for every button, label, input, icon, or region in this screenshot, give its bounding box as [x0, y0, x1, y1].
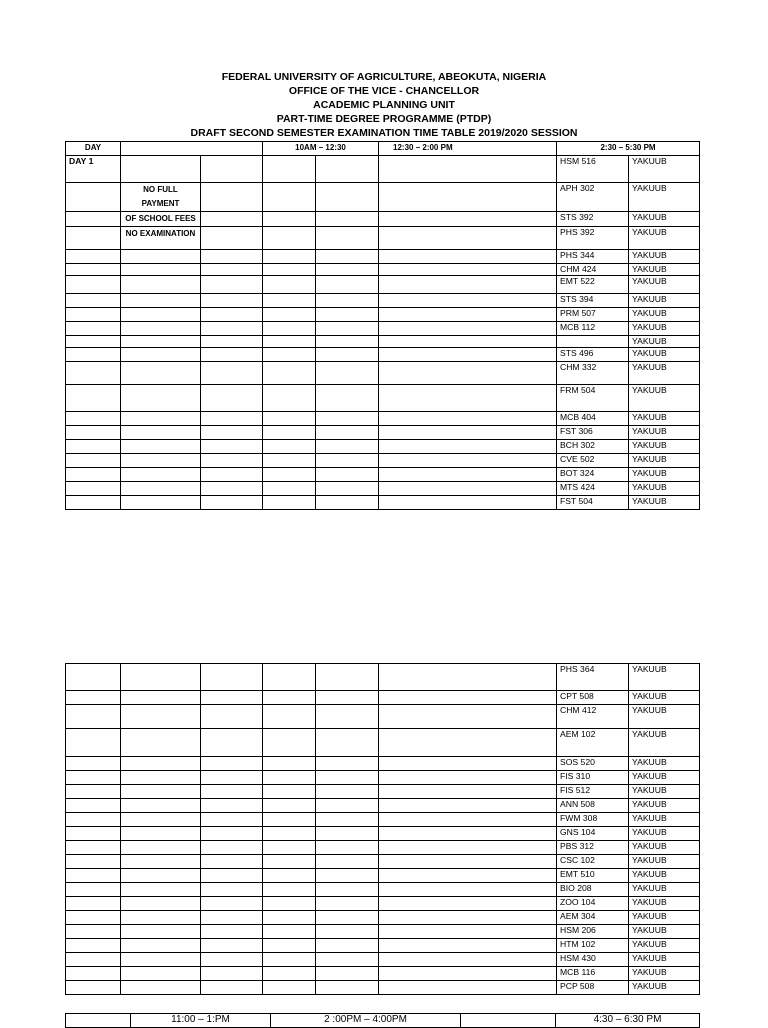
table-row: [66, 348, 700, 362]
course-code-cell: FWM 308: [557, 813, 629, 827]
note-school-fees: OF SCHOOL FEES: [121, 212, 201, 227]
table-row: [66, 308, 700, 322]
course-code-cell: STS 394: [557, 294, 629, 308]
table-row: [66, 757, 700, 771]
table-row: [66, 276, 700, 294]
table-row: [66, 385, 700, 412]
table-row: [66, 967, 700, 981]
course-code-cell: AEM 304: [557, 911, 629, 925]
table-header-row: [66, 142, 700, 156]
lecturer-cell: YAKUUB: [629, 827, 700, 841]
table-row: [66, 183, 700, 212]
lecturer-cell: YAKUUB: [629, 348, 700, 362]
course-code-cell: CHM 332: [557, 362, 629, 385]
lecturer-cell: YAKUUB: [629, 276, 700, 294]
course-code-cell: MCB 404: [557, 412, 629, 426]
table-row: [66, 468, 700, 482]
course-code-cell: FIS 310: [557, 771, 629, 785]
lecturer-cell: YAKUUB: [629, 308, 700, 322]
course-code-cell: BIO 208: [557, 883, 629, 897]
lecturer-cell: YAKUUB: [629, 454, 700, 468]
lecturer-cell: YAKUUB: [629, 785, 700, 799]
lecturer-cell: YAKUUB: [629, 691, 700, 705]
table-row: [66, 264, 700, 276]
course-code-cell: PHS 344: [557, 250, 629, 264]
course-code-cell: HSM 516: [557, 156, 629, 183]
course-code-cell: EMT 522: [557, 276, 629, 294]
lecturer-cell: YAKUUB: [629, 729, 700, 757]
course-code-cell: HTM 102: [557, 939, 629, 953]
programme-title: PART-TIME DEGREE PROGRAMME (PTDP): [276, 113, 492, 125]
day-label: DAY 1: [66, 156, 121, 183]
course-code-cell: ANN 508: [557, 799, 629, 813]
lecturer-cell: YAKUUB: [629, 911, 700, 925]
table-row: [66, 883, 700, 897]
lecturer-cell: YAKUUB: [629, 771, 700, 785]
table-row: [66, 981, 700, 995]
lecturer-cell: YAKUUB: [629, 294, 700, 308]
lecturer-cell: YAKUUB: [629, 362, 700, 385]
day-column-header: DAY: [66, 142, 121, 156]
slot2-column-header: 12:30 – 2:00 PM: [379, 142, 557, 156]
table-row: [66, 897, 700, 911]
table-row: [66, 496, 700, 510]
slot3-column-header: 2:30 – 5:30 PM: [557, 142, 700, 156]
course-code-cell: PHS 364: [557, 664, 629, 691]
table-row: [66, 454, 700, 468]
table-row: [66, 426, 700, 440]
table-row: [66, 440, 700, 454]
table-row: [66, 841, 700, 855]
course-code-cell: EMT 510: [557, 869, 629, 883]
table-row: [66, 705, 700, 729]
timetable-table-2: [65, 663, 700, 995]
table-row: [66, 939, 700, 953]
course-code-cell: CVE 502: [557, 454, 629, 468]
course-code-cell: MCB 116: [557, 967, 629, 981]
lecturer-cell: YAKUUB: [629, 322, 700, 336]
course-code-cell: PHS 392: [557, 227, 629, 250]
lecturer-cell: YAKUUB: [629, 412, 700, 426]
lecturer-cell: YAKUUB: [629, 468, 700, 482]
course-code-cell: FST 306: [557, 426, 629, 440]
lecturer-cell: YAKUUB: [629, 664, 700, 691]
course-code-cell: CPT 508: [557, 691, 629, 705]
table-row: [66, 925, 700, 939]
table-row: [66, 869, 700, 883]
lecturer-cell: YAKUUB: [629, 385, 700, 412]
table-row: [66, 771, 700, 785]
table-row: [66, 250, 700, 264]
table-row: [66, 799, 700, 813]
lecturer-cell: YAKUUB: [629, 336, 700, 348]
slot2-header: 2 :00PM – 4:00PM: [271, 1014, 461, 1028]
slot1-header: 11:00 – 1:PM: [131, 1014, 271, 1028]
table-row: [66, 156, 700, 183]
lecturer-cell: YAKUUB: [629, 496, 700, 510]
lecturer-cell: YAKUUB: [629, 156, 700, 183]
table-row: [66, 412, 700, 426]
course-code-cell: PBS 312: [557, 841, 629, 855]
course-code-cell: FIS 512: [557, 785, 629, 799]
course-code-cell: HSM 430: [557, 953, 629, 967]
table-row: [66, 362, 700, 385]
timetable-table-1: [65, 141, 700, 510]
course-code-cell: CSC 102: [557, 855, 629, 869]
lecturer-cell: YAKUUB: [629, 953, 700, 967]
table-row: [66, 664, 700, 691]
course-code-cell: STS 392: [557, 212, 629, 227]
table-row: [66, 911, 700, 925]
course-code-cell: ZOO 104: [557, 897, 629, 911]
course-code-cell: PRM 507: [557, 308, 629, 322]
table-row: [66, 813, 700, 827]
course-code-cell: FST 504: [557, 496, 629, 510]
table-row: [66, 729, 700, 757]
lecturer-cell: YAKUUB: [629, 939, 700, 953]
table-row: [66, 482, 700, 496]
course-code-cell: STS 496: [557, 348, 629, 362]
course-code-cell: CHM 412: [557, 705, 629, 729]
lecturer-cell: YAKUUB: [629, 212, 700, 227]
lecturer-cell: YAKUUB: [629, 883, 700, 897]
lecturer-cell: YAKUUB: [629, 440, 700, 454]
lecturer-cell: YAKUUB: [629, 855, 700, 869]
document-header: [0, 70, 768, 140]
lecturer-cell: YAKUUB: [629, 183, 700, 212]
table-row: [66, 294, 700, 308]
lecturer-cell: YAKUUB: [629, 482, 700, 496]
course-code-cell: BCH 302: [557, 440, 629, 454]
note-no-examination: NO EXAMINATION: [121, 227, 201, 250]
lecturer-cell: YAKUUB: [629, 981, 700, 995]
table-row: [66, 227, 700, 250]
lecturer-cell: YAKUUB: [629, 264, 700, 276]
lecturer-cell: YAKUUB: [629, 897, 700, 911]
university-name: FEDERAL UNIVERSITY OF AGRICULTURE, ABEOKUTA, NIGERIA: [221, 71, 547, 83]
lecturer-cell: YAKUUB: [629, 813, 700, 827]
table-row: [66, 785, 700, 799]
table-row: [66, 336, 700, 348]
table3-header-row: [66, 1014, 700, 1028]
timetable-title: DRAFT SECOND SEMESTER EXAMINATION TIME TABLE 2019/2020 SESSION: [190, 127, 578, 139]
lecturer-cell: YAKUUB: [629, 841, 700, 855]
course-code-cell: MTS 424: [557, 482, 629, 496]
lecturer-cell: YAKUUB: [629, 799, 700, 813]
table-row: [66, 827, 700, 841]
slot3-header: 4:30 – 6:30 PM: [556, 1014, 700, 1028]
course-code-cell: BOT 324: [557, 468, 629, 482]
course-code-cell: MCB 112: [557, 322, 629, 336]
lecturer-cell: YAKUUB: [629, 426, 700, 440]
timetable-table-3: [65, 1013, 700, 1028]
course-code-cell: PCP 508: [557, 981, 629, 995]
course-code-cell: HSM 206: [557, 925, 629, 939]
lecturer-cell: YAKUUB: [629, 869, 700, 883]
note-no-full-payment: NO FULL PAYMENT: [121, 183, 201, 212]
lecturer-cell: YAKUUB: [629, 967, 700, 981]
lecturer-cell: YAKUUB: [629, 250, 700, 264]
course-code-cell: APH 302: [557, 183, 629, 212]
table-row: [66, 953, 700, 967]
course-code-cell: GNS 104: [557, 827, 629, 841]
lecturer-cell: YAKUUB: [629, 925, 700, 939]
office-title: OFFICE OF THE VICE - CHANCELLOR: [288, 85, 480, 97]
lecturer-cell: YAKUUB: [629, 227, 700, 250]
course-code-cell: CHM 424: [557, 264, 629, 276]
table-row: [66, 322, 700, 336]
course-code-cell: SOS 520: [557, 757, 629, 771]
table-row: [66, 691, 700, 705]
lecturer-cell: YAKUUB: [629, 705, 700, 729]
slot1-column-header: 10AM – 12:30: [263, 142, 379, 156]
course-code-cell: AEM 102: [557, 729, 629, 757]
table-row: [66, 855, 700, 869]
table-row: [66, 212, 700, 227]
course-code-cell: [557, 336, 629, 348]
unit-title: ACADEMIC PLANNING UNIT: [313, 99, 455, 111]
course-code-cell: FRM 504: [557, 385, 629, 412]
lecturer-cell: YAKUUB: [629, 757, 700, 771]
